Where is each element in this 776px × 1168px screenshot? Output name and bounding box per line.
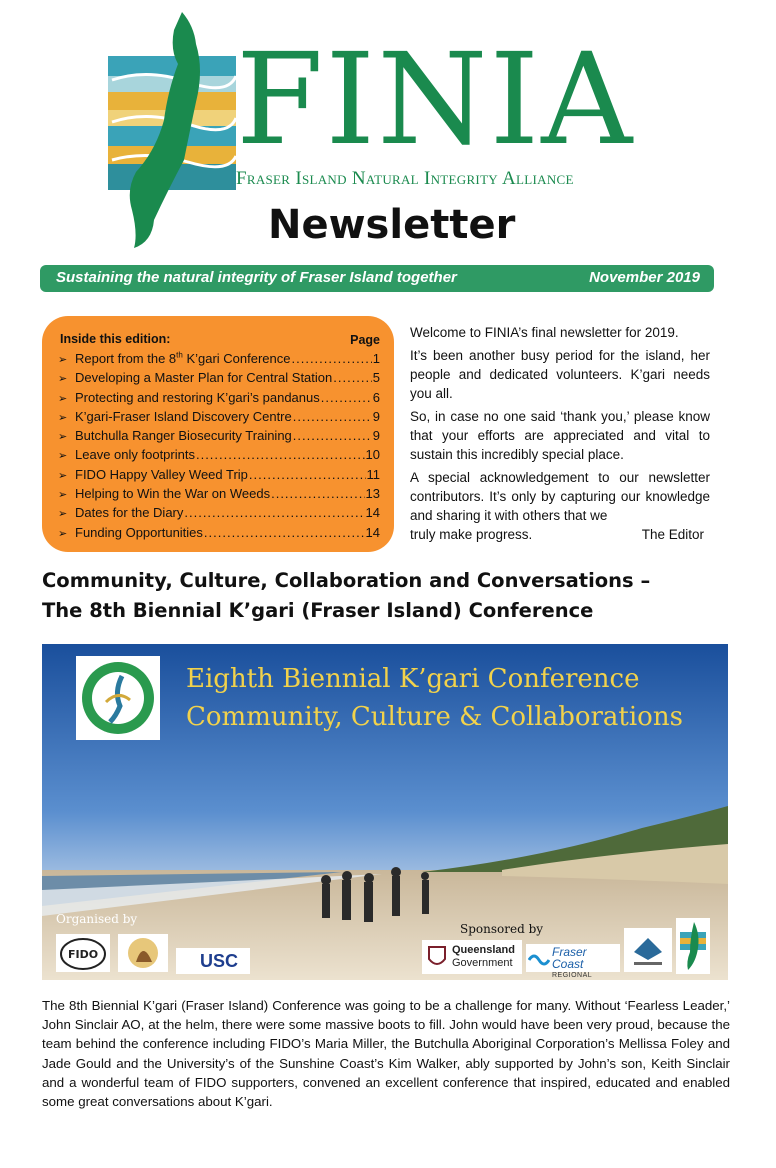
contents-item-page: 10 [365,447,380,463]
usc-logo-text: USC [200,951,239,971]
contents-item-page: 9 [372,428,380,444]
welcome-paragraph: So, in case no one said ‘thank you,’ please know that your efforts are appreciated and vital to sustain this incredibly special place. [410,409,710,462]
qld-line: Queensland [452,944,515,956]
organisation-full-name: Fraser Island Natural Integrity Alliance [236,168,574,189]
contents-item-page: 6 [372,389,380,405]
editor-welcome [410,323,710,548]
newsletter-title: Newsletter [268,202,516,248]
contents-box [42,316,394,552]
photo-title-line: Eighth Biennial K’gari Conference [186,664,640,694]
contents-item[interactable] [58,445,380,464]
article-heading-line: The 8th Biennial K’gari (Fraser Island) Conference [42,599,594,622]
contents-item-title: Dates for the Diary [75,505,184,521]
arrow-bullet-icon: ➢ [58,489,68,502]
fcrc-sub: REGIONAL [552,972,592,979]
contents-item-title: Leave only footprints [75,447,195,463]
dot-leader [196,445,365,464]
contents-item-page: 5 [372,370,380,386]
kingfisher-bay-tours-logo [624,928,672,972]
fido-dingo-icon [56,934,110,972]
arrow-bullet-icon: ➢ [58,392,68,405]
arrow-bullet-icon: ➢ [58,508,68,521]
editor-signoff: The Editor [641,527,704,542]
contents-item-title: Developing a Master Plan for Central Station [75,370,333,386]
arrow-bullet-icon: ➢ [58,527,68,540]
contents-item-page: 1 [372,351,380,366]
motto-banner [40,265,714,292]
dot-leader [249,465,366,484]
qld-line: Government [452,957,513,969]
world-heritage-emblem-icon [76,656,160,740]
finia-mini-logo [676,918,710,974]
dot-leader [184,503,364,522]
fido-logo [56,934,110,972]
dot-leader [292,349,372,368]
sponsored-by-label: Sponsored by [460,922,544,936]
contents-item-title: Protecting and restoring K’gari’s pandanus [75,389,320,405]
organised-by-label: Organised by [56,912,138,926]
contents-item[interactable] [58,368,380,387]
contents-item-page: 11 [366,466,380,482]
arrow-bullet-icon: ➢ [58,469,68,482]
contents-item-page: 13 [365,486,380,502]
arrow-bullet-icon: ➢ [58,431,68,444]
fraser-coast-wave-icon [528,948,550,968]
contents-item[interactable] [58,349,380,368]
conference-banner-photo [42,644,728,980]
dot-leader [293,426,372,445]
contents-item-page: 14 [365,505,380,521]
dot-leader [271,484,364,503]
dot-leader [333,368,372,387]
finia-island-icon [676,918,710,974]
dot-leader [321,388,372,407]
welcome-closing: truly make progress. [410,527,533,542]
issue-date: November 2019 [589,269,700,286]
arrow-bullet-icon: ➢ [58,411,68,424]
dot-leader [293,407,372,426]
queensland-government-logo [422,940,522,974]
welcome-paragraph: It’s been another busy period for the island, her people and dedicated volunteers. K’gari needs you all. [410,348,710,401]
contents-item-title: Funding Opportunities [75,524,203,540]
banner-motto: Sustaining the natural integrity of Fraser Island together [56,269,457,286]
contents-item-page: 9 [372,408,380,424]
contents-item-title: Report from the 8th K’gari Conference [75,350,291,366]
queensland-crest-icon [425,943,449,971]
svg-text:FIDO: FIDO [68,948,99,961]
article-body: The 8th Biennial K’gari (Fraser Island) Conference was going to be a challenge for many. Without ‘Fearless Leader,’ John Sinclair AO, at the helm, there were some massive boots to fill. John would have been very proud, because the team behind the conference including FIDO’s Maria Miller, the Butchulla Aboriginal Corporation’s Mellissa Foley and Jade Gould and the University’s of the Sunshine Coast’s Kim Walker, ably supported by John’s son, Keith Sinclair and a wonderful team of FIDO supporters, convened an excellent conference that inspired, educated and enabled some great conversations about K’gari. [42,998,730,1110]
kingfisher-bird-icon [624,928,672,972]
welcome-paragraph: Welcome to FINIA’s final newsletter for 2019. [410,325,679,340]
welcome-acknowledgement: A special acknowledgement to our newsletter contributors. It’s only by capturing our knowledge and sharing it with others that we [410,470,710,523]
contents-item-title: K’gari-Fraser Island Discovery Centre [75,408,292,424]
dot-leader [204,523,365,542]
contents-item[interactable] [58,407,380,426]
contents-item-page: 14 [365,524,380,540]
contents-item[interactable] [58,465,380,484]
finia-wordmark: FINIA [236,26,635,173]
photo-title-line: Community, Culture & Collaborations [186,702,683,732]
contents-item[interactable] [58,388,380,407]
contents-header [58,330,380,348]
contents-list [58,349,380,542]
welcome-paragraph [410,468,710,544]
fraser-coast-council-logo [526,944,620,979]
contents-item-title: FIDO Happy Valley Weed Trip [75,466,248,482]
article-heading-line: Community, Culture, Collaboration and Conversations – [42,569,651,592]
contents-heading: Inside this edition: [60,332,171,346]
contents-page-heading: Page [350,333,380,347]
contents-item-title: Butchulla Ranger Biosecurity Training [75,428,292,444]
contents-item[interactable] [58,426,380,445]
contents-item[interactable] [58,484,380,503]
butchulla-emblem-icon [118,934,168,972]
fcrc-name: Fraser Coast [552,945,587,971]
fraser-island-logo-icon [108,10,248,250]
butchulla-corporation-logo [118,934,168,972]
contents-item[interactable] [58,503,380,522]
usc-logo [176,948,250,974]
arrow-bullet-icon: ➢ [58,450,68,463]
article-heading [42,566,732,626]
world-heritage-badge [76,656,160,740]
contents-item-title: Helping to Win the War on Weeds [75,486,271,502]
signoff-line [410,525,710,544]
contents-item[interactable] [58,523,380,542]
arrow-bullet-icon: ➢ [58,354,68,366]
arrow-bullet-icon: ➢ [58,373,68,386]
